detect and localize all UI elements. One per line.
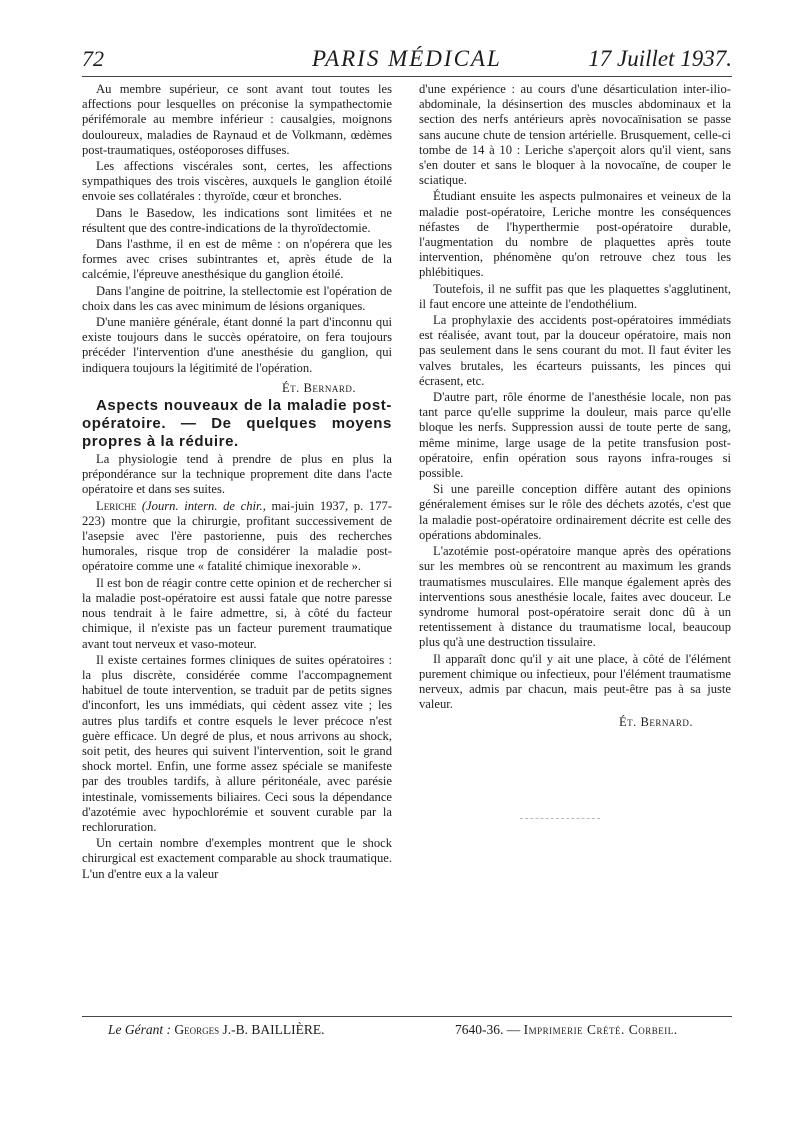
paragraph: Les affections viscérales sont, certes, les affections sympathiques des trois viscères, auxquels le ganglion étoilé envoie ses collatérales : thyroïde, cœur et bronches. <box>82 159 392 204</box>
paragraph: La physiologie tend à prendre de plus en plus la prépondérance sur la technique proprement dite dans l'acte opératoire et dans ses suites. <box>82 452 392 497</box>
author-name: Leriche <box>96 498 137 513</box>
paragraph: Dans l'asthme, il en est de même : on n'opérera que les formes avec crises subintrantes et, après étude de la calcémie, l'épreuve anesthésique du ganglion étoilé. <box>82 237 392 282</box>
page-header <box>82 46 732 76</box>
journal-reference: (Journ. intern. de chir., <box>141 498 266 513</box>
author-signature: Ét. Bernard. <box>281 380 356 395</box>
paragraph <box>82 499 392 575</box>
paragraph: Dans l'angine de poitrine, la stellectomie est l'opération de choix dans les cas avec minimum de lésions organiques. <box>82 283 392 313</box>
printer-name: Imprimerie Crété. Corbeil. <box>523 1022 678 1037</box>
paragraph: Au membre supérieur, ce sont avant tout toutes les affections pour lesquelles on préconise la sympathectomie périfémorale au membre inférieur : causalgies, moignons douloureux, maladies de Raynaud et de Volkmann, œdèmes post-traumatiques, ostéoporoses diffuses. <box>82 82 392 157</box>
paragraph: D'autre part, rôle énorme de l'anesthésie locale, non pas tant parce qu'elle supprime la douleur, mais parce qu'elle bloque les nerfs. Suppression aussi de toute perte de sang, même minime, large usage de la petite transfusion post-opératoire, enfin opération sous rayons infra-rouges si possible. <box>419 390 731 481</box>
printer-number: 7640-36. — <box>455 1022 521 1037</box>
author-signature: Ét. Bernard. <box>618 715 693 730</box>
paragraph: La prophylaxie des accidents post-opératoires immédiats est réalisée, avant tout, par la douceur opératoire, mais non pas seulement dans le sens courant du mot. Il faut éviter les valves brutales, les écarteurs puissants, les pinces qui écrasent, etc. <box>419 313 731 388</box>
gerant-name: Georges J.-B. BAILLIÈRE. <box>174 1022 325 1037</box>
header-rule <box>82 76 732 77</box>
footer-printer <box>455 1022 678 1038</box>
paragraph: Si une pareille conception diffère autant des opinions généralement émises sur le rôle des déchets azotés, c'est que la maladie post-opératoire ordinairement décrite est celle des opérations abdominales. <box>419 482 731 542</box>
page-number: 72 <box>82 46 104 71</box>
right-column <box>419 82 731 731</box>
paragraph: Dans le Basedow, les indications sont limitées et ne résultent que des contre-indications de la thyroïdectomie. <box>82 205 392 235</box>
footer-rule <box>82 1016 732 1017</box>
paragraph: Un certain nombre d'exemples montrent que le shock chirurgical est exactement comparable au shock traumatique. L'un d'entre eux a la valeur <box>82 836 392 881</box>
paragraph-text: mai-juin 1937, p. 177-223) montre que la chirurgie, profitant successivement de l'asepsie avec l'ère pastorienne, puis des recherches humorales, risque trop de considérer la maladie post-opératoire comme une « fatalité chimique inexorable ». <box>82 498 392 574</box>
issue-date: 17 Juillet 1937. <box>588 46 732 71</box>
gerant-label: Le Gérant : <box>108 1022 171 1037</box>
paragraph: Il est bon de réagir contre cette opinion et de rechercher si la maladie post-opératoire est aussi fatale que notre paresse nous tendrait à le faire admettre, si, à côté du facteur chimique, il n'existe pas un facteur purement traumatique avant tout nerveux et vaso-moteur. <box>82 575 392 651</box>
paragraph: Étudiant ensuite les aspects pulmonaires et veineux de la maladie post-opératoire, Leriche montre les conséquences néfastes de l'hyperthermie post-opératoire durable, l'augmentation du nombre de plaquettes après toute intervention, phénomène qu'on retrouve chez tous les phlébitiques. <box>419 189 731 280</box>
article-title: Aspects nouveaux de la maladie post-opératoire. — De quelques moyens propres à la réduire. <box>82 397 392 451</box>
journal-title: PARIS MÉDICAL <box>312 46 502 71</box>
paragraph: Toutefois, il ne suffit pas que les plaquettes s'agglutinent, il faut encore une atteinte de l'endothélium. <box>419 281 731 311</box>
paragraph: D'une manière générale, étant donné la part d'inconnu qui existe toujours dans le succès opératoire, on fera toujours précéder l'intervention d'une anesthésie du ganglion, qui indiquera toujours la légitimité de l'opération. <box>82 315 392 375</box>
paragraph: Il apparaît donc qu'il y ait une place, à côté de l'élément purement chimique ou infectieux, pour l'élément traumatisme nerveux, admis par chacun, mais peut-être pas à sa juste valeur. <box>419 651 731 712</box>
paragraph: d'une expérience : au cours d'une désarticulation inter-ilio-abdominale, la désinsertion des muscles abdominaux et la section des nerfs antérieurs après novocaïnisation se passe sans aucune chute de tension artérielle. Brusquement, celle-ci tombe de 14 à 10 : Leriche s'aperçoit alors qu'il vient, sans s'en douter et sans le bloquer à la novocaïne, de couper le sciatique. <box>419 82 731 188</box>
left-column <box>82 82 392 882</box>
paragraph: L'azotémie post-opératoire manque après des opérations sur les membres où se rencontrent au maximum les grands traumatismes musculaires. Elle manque également après des interventions sous anesthésie locale, faites avec douceur. Le syndrome humoral post-opératoire serait donc dû à un retentissement à distance du traumatisme local, beaucoup plus qu'à une destruction tissulaire. <box>419 544 731 650</box>
print-artifact <box>520 818 600 819</box>
footer-gerant <box>108 1022 325 1038</box>
paragraph: Il existe certaines formes cliniques de suites opératoires : la plus discrète, considérée comme l'accompagnement habituel de toute intervention, se traduit par de petits signes d'inconfort, les uns immédiats, qui cèdent assez vite ; les autres plus tardifs et contre esquels le lever précoce n'est guère efficace. Un degré de plus, et nous arrivons au shock, soit petit, des heures qui suivent l'intervention, soit le grand shock mortel. Enfin, une forme assez spéciale se manifeste par des troubles tardifs, à allure péritonéale, avec parésie intestinale, vomissements biliaires. Ceci sous la dépendance d'azotémie avec hypochlorémie et souvent curable par la rechloruration. <box>82 652 392 834</box>
